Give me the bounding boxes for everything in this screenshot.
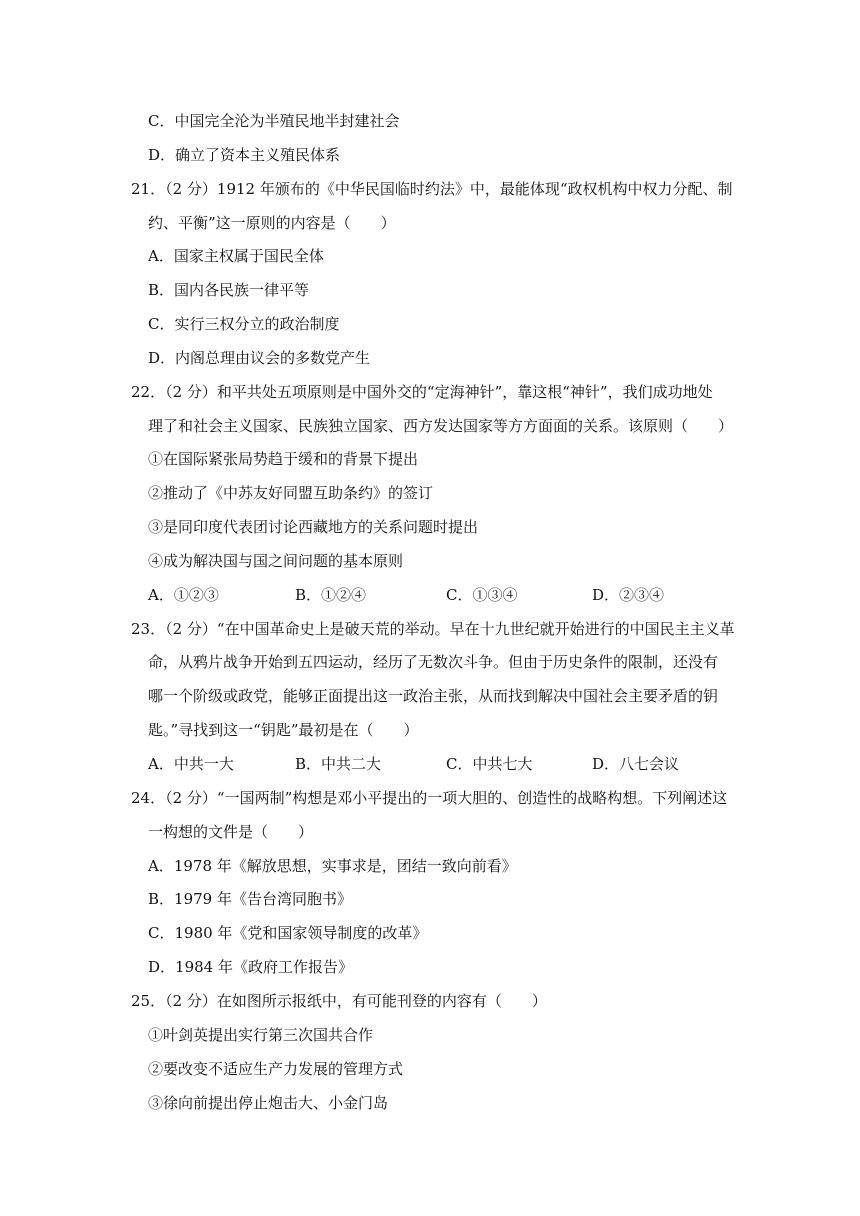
q22-statement-2: ②推动了《中苏友好同盟互助条约》的签订 [148, 484, 434, 502]
q24-option-c: C．1980 年《党和国家领导制度的改革》 [148, 924, 428, 942]
q21-stem-line-1: 21．（2 分）1912 年颁布的《中华民国临时约法》中，最能体现“政权机构中权力分配、制 [131, 180, 733, 198]
q21-option-b: B．国内各民族一律平等 [148, 281, 310, 299]
q21-stem-line-2: 约、平衡”这一原则的内容是（ ） [148, 214, 396, 232]
q23-option-a: A．中共一大 [148, 755, 234, 773]
q23-option-d: D．八七会议 [592, 755, 680, 773]
q23-stem-line-1: 23．（2 分）“在中国革命史上是破天荒的举动。早在十九世纪就开始进行的中国民主主义革 [131, 620, 735, 638]
q23-stem-line-3: 哪一个阶级或政党，能够正面提出这一政治主张，从而找到解决中国社会主要矛盾的钥 [148, 687, 719, 705]
q22-option-d: D．②③④ [592, 586, 665, 604]
q23-option-b: B．中共二大 [295, 755, 382, 773]
q22-stem-line-1: 22．（2 分）和平共处五项原则是中国外交的“定海神针”，靠这根“神针”，我们成功地处 [131, 383, 713, 401]
q22-stem-line-2: 理了和社会主义国家、民族独立国家、西方发达国家等方方面面的关系。该原则（ ） [148, 417, 734, 435]
q24-option-a: A．1978 年《解放思想，实事求是，团结一致向前看》 [148, 857, 517, 875]
q24-option-d: D．1984 年《政府工作报告》 [148, 958, 353, 976]
q25-statement-1: ①叶剑英提出实行第三次国共合作 [148, 1026, 374, 1044]
q22-options-row [148, 585, 748, 605]
q24-stem-line-2: 一构想的文件是（ ） [148, 823, 314, 841]
q23-stem-line-4: 匙。”寻找到这一“钥匙”最初是在（ ） [148, 721, 419, 739]
q20-option-d: D．确立了资本主义殖民体系 [148, 146, 341, 164]
q22-statement-3: ③是同印度代表团讨论西藏地方的关系问题时提出 [148, 518, 479, 536]
q22-option-b: B．①②④ [295, 586, 367, 604]
q24-option-b: B．1979 年《告台湾同胞书》 [148, 890, 352, 908]
q22-option-a: A．①②③ [148, 586, 219, 604]
q21-option-c: C．实行三权分立的政治制度 [148, 315, 340, 333]
q22-statement-4: ④成为解决国与国之间问题的基本原则 [148, 552, 404, 570]
q21-option-d: D．内阁总理由议会的多数党产生 [148, 349, 371, 367]
q20-option-c: C．中国完全沦为半殖民地半封建社会 [148, 112, 400, 130]
q25-stem-line-1: 25．（2 分）在如图所示报纸中，有可能刊登的内容有（ ） [131, 992, 547, 1010]
q24-stem-line-1: 24．（2 分）“一国两制”构想是邓小平提出的一项大胆的、创造性的战略构想。下列阐述这 [131, 789, 728, 807]
q22-statement-1: ①在国际紧张局势趋于缓和的背景下提出 [148, 450, 419, 468]
q23-options-row [148, 754, 748, 774]
q25-statement-3: ③徐向前提出停止炮击大、小金门岛 [148, 1094, 389, 1112]
q23-stem-line-2: 命，从鸦片战争开始到五四运动，经历了无数次斗争。但由于历史条件的限制，还没有 [148, 653, 719, 671]
q25-statement-2: ②要改变不适应生产力发展的管理方式 [148, 1060, 404, 1078]
q22-option-c: C．①③④ [446, 586, 518, 604]
q21-option-a: A．国家主权属于国民全体 [148, 247, 324, 265]
q23-option-c: C．中共七大 [446, 755, 533, 773]
